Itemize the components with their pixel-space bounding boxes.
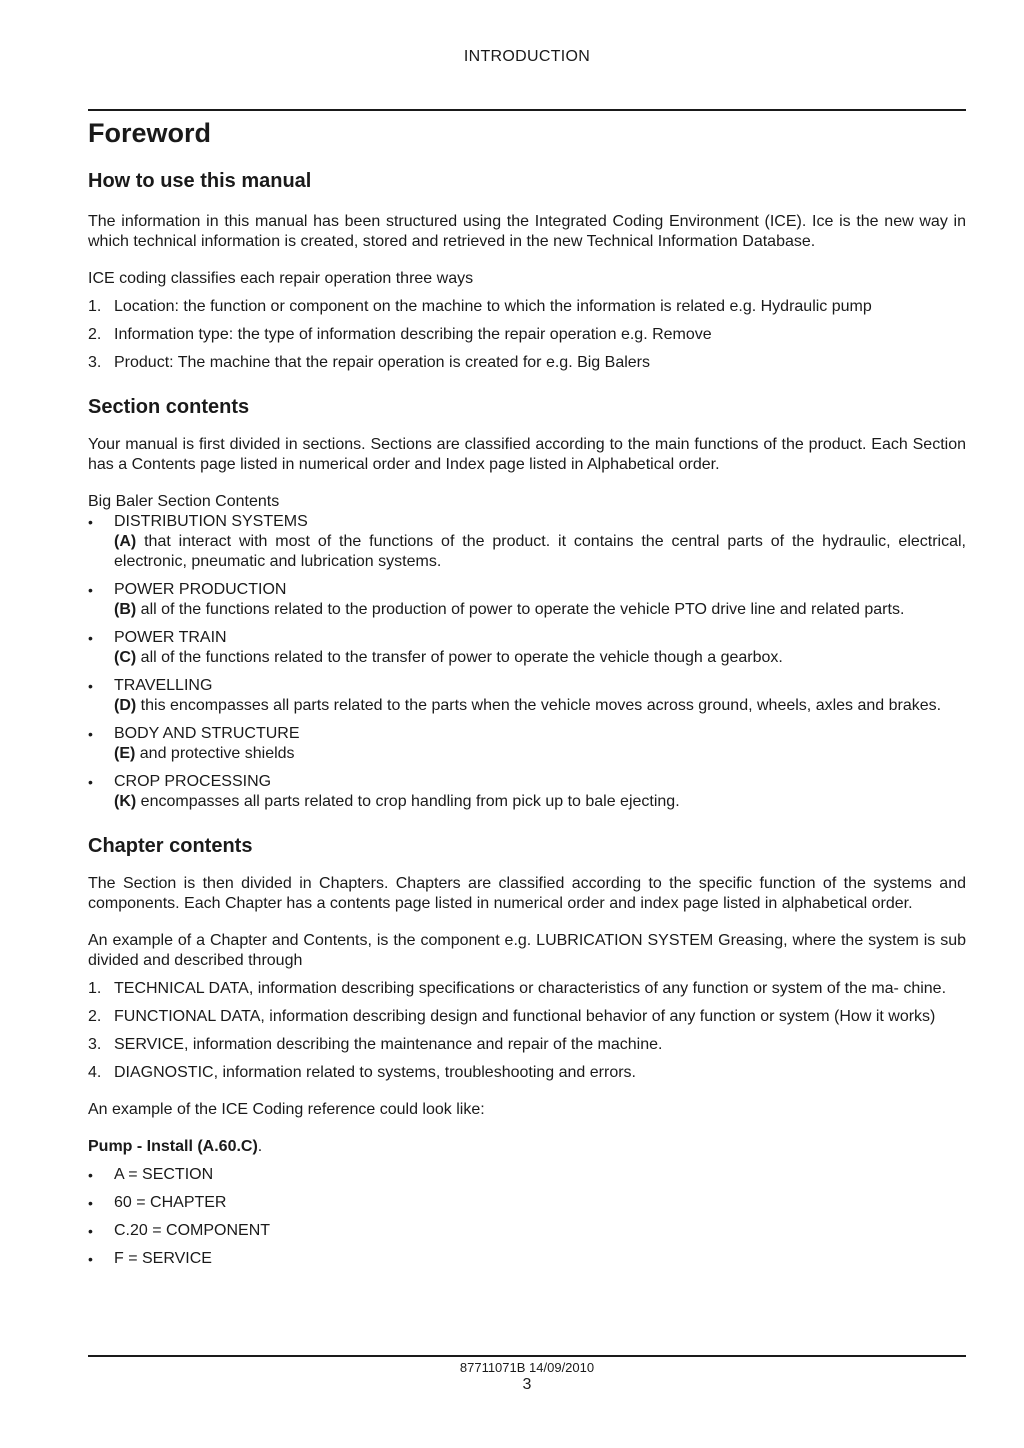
list-item: 1. Location: the function or component on the machine to which the information is related e.g. Hydraulic pump: [88, 298, 872, 315]
ice-ways-list: [88, 297, 966, 373]
section-list-title: Big Baler Section Contents: [88, 493, 280, 510]
list-item: • 60 = CHAPTER: [88, 1194, 227, 1211]
list-item: 1. TECHNICAL DATA, information describing specifications or characteristics of any function or system of the ma- chine.: [88, 980, 947, 997]
page-number: 3: [522, 1376, 532, 1393]
chapter-example-intro: An example of a Chapter and Contents, is the component e.g. LUBRICATION SYSTEM Greasing, where the system is sub divided and described through: [88, 932, 966, 969]
list-item: 3. Product: The machine that the repair operation is created for e.g. Big Balers: [88, 354, 650, 371]
chapter-contents-intro: The Section is then divided in Chapters. Chapters are classified according to the specific function of the systems and components. Each Chapter has a contents page listed in numerical order and index page listed in alphabetical order.: [88, 875, 966, 912]
page-title: Foreword: [88, 118, 212, 148]
list-item: • DISTRIBUTION SYSTEMS (A) that interact with most of the functions of the product. it contains the central parts of the hydraulic, electrical, electronic, pneumatic and lubrication systems.: [88, 513, 967, 570]
list-item: • POWER PRODUCTION (B) all of the functions related to the production of power to operate the vehicle PTO drive line and related parts.: [88, 581, 905, 618]
footer-rule: [88, 1355, 966, 1357]
running-header: INTRODUCTION: [463, 48, 591, 65]
page-content: [88, 112, 966, 1269]
list-item: • TRAVELLING (D) this encompasses all parts related to the parts when the vehicle moves across ground, wheels, axles and brakes.: [88, 677, 942, 714]
heading-section-contents: Section contents: [88, 396, 250, 418]
list-item: • BODY AND STRUCTURE (E) and protective shields: [88, 725, 300, 762]
heading-how-to-use: How to use this manual: [88, 170, 312, 192]
heading-chapter-contents: Chapter contents: [88, 835, 253, 857]
how-to-use-intro: The information in this manual has been structured using the Integrated Coding Environment (ICE). Ice is the new way in which technical information is created, stored and retrieved in the new Technical Information Database.: [88, 213, 966, 250]
list-item: 3. SERVICE, information describing the maintenance and repair of the machine.: [88, 1036, 663, 1053]
section-contents-intro: Your manual is first divided in sections. Sections are classified according to the main functions of the product. Each Section has a Contents page listed in numerical order and Index page listed in Alphabetical order.: [88, 436, 966, 473]
reference-example: Pump - Install (A.60.C).: [88, 1138, 263, 1155]
header-rule: [88, 109, 966, 111]
chapter-list: [88, 979, 966, 1083]
list-item: • CROP PROCESSING (K) encompasses all parts related to crop handling from pick up to bale ejecting.: [88, 773, 680, 810]
document-code: 87711071B 14/09/2010: [459, 1360, 595, 1375]
list-item: • A = SECTION: [88, 1166, 214, 1183]
list-item: • POWER TRAIN (C) all of the functions related to the transfer of power to operate the vehicle though a gearbox.: [88, 629, 783, 666]
list-item: 2. Information type: the type of information describing the repair operation e.g. Remove: [88, 326, 712, 343]
list-item: • C.20 = COMPONENT: [88, 1222, 271, 1239]
list-item: • F = SERVICE: [88, 1250, 212, 1267]
list-item: 4. DIAGNOSTIC, information related to systems, troubleshooting and errors.: [88, 1064, 636, 1081]
reference-list: [88, 1165, 966, 1269]
list-item: 2. FUNCTIONAL DATA, information describing design and functional behavior of any function or system (How it works): [88, 1008, 936, 1025]
section-list: [88, 512, 966, 812]
reference-intro: An example of the ICE Coding reference could look like:: [88, 1101, 485, 1118]
ice-classifies-line: ICE coding classifies each repair operation three ways: [88, 270, 474, 287]
